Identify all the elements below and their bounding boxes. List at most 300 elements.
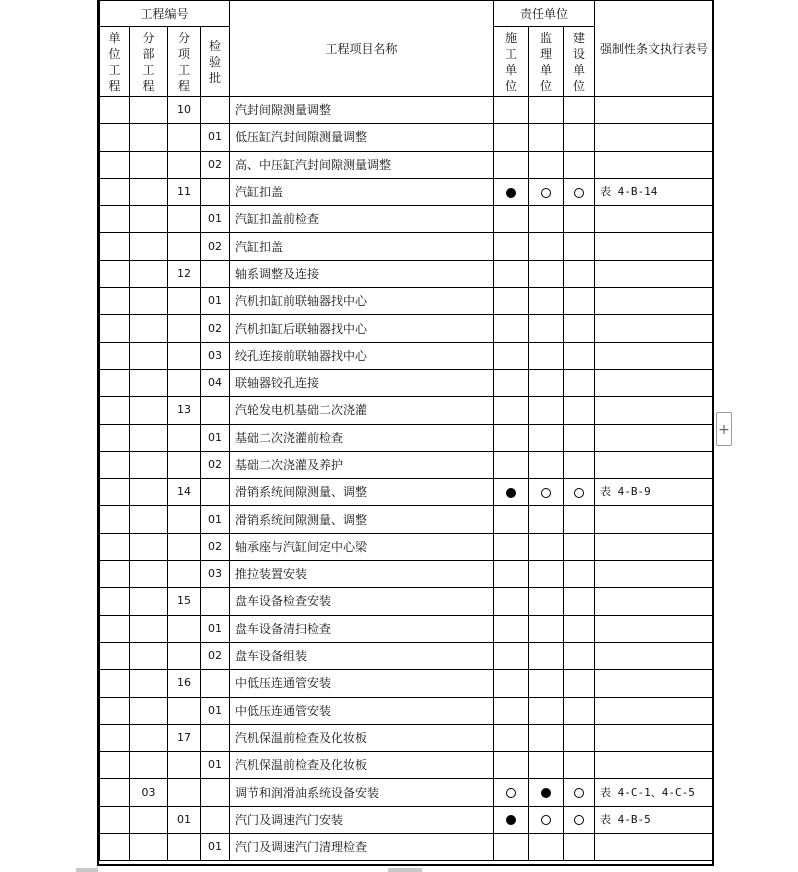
builder-mark-cell bbox=[564, 342, 595, 369]
project-name-cell: 汽机扣缸后联轴器找中心 bbox=[230, 315, 494, 342]
division-cell bbox=[130, 451, 168, 478]
construction-mark-cell bbox=[494, 642, 529, 669]
project-name-cell: 汽封间隙测量调整 bbox=[230, 97, 494, 124]
lot-cell bbox=[201, 724, 230, 751]
project-name-cell: 中低压连通管安装 bbox=[230, 670, 494, 697]
lot-cell: 01 bbox=[201, 124, 230, 151]
builder-mark-cell bbox=[564, 288, 595, 315]
mandatory-ref-cell bbox=[595, 315, 714, 342]
builder-mark-cell bbox=[564, 834, 595, 861]
supervision-mark-cell bbox=[529, 369, 564, 396]
supervision-mark-cell bbox=[529, 506, 564, 533]
table-row bbox=[100, 806, 715, 833]
division-cell bbox=[130, 506, 168, 533]
hollow-circle-icon bbox=[506, 788, 516, 798]
builder-mark-cell bbox=[564, 260, 595, 287]
mandatory-ref-cell: 表 4-C-1、4-C-5 bbox=[595, 779, 714, 806]
mandatory-ref-cell: 表 4-B-14 bbox=[595, 178, 714, 205]
mandatory-ref-cell bbox=[595, 288, 714, 315]
builder-mark-cell bbox=[564, 533, 595, 560]
table-row bbox=[100, 670, 715, 697]
mandatory-ref-cell bbox=[595, 724, 714, 751]
project-name-cell: 调节和润滑油系统设备安装 bbox=[230, 779, 494, 806]
division-cell bbox=[130, 124, 168, 151]
supervision-mark-cell bbox=[529, 561, 564, 588]
item-project-header: 分项工程 bbox=[168, 27, 201, 97]
construction-mark-cell bbox=[494, 206, 529, 233]
unit-cell bbox=[100, 752, 130, 779]
hollow-circle-icon bbox=[541, 488, 551, 498]
project-name-cell: 推拉装置安装 bbox=[230, 561, 494, 588]
lot-cell: 02 bbox=[201, 151, 230, 178]
construction-mark-cell bbox=[494, 506, 529, 533]
project-name-cell: 低压缸汽封间隙测量调整 bbox=[230, 124, 494, 151]
item-cell bbox=[168, 233, 201, 260]
lot-cell bbox=[201, 260, 230, 287]
table-row bbox=[100, 724, 715, 751]
item-cell: 01 bbox=[168, 806, 201, 833]
item-cell bbox=[168, 697, 201, 724]
unit-project-header: 单位工程 bbox=[100, 27, 130, 97]
unit-cell bbox=[100, 479, 130, 506]
builder-mark-cell bbox=[564, 588, 595, 615]
supervision-mark-cell bbox=[529, 151, 564, 178]
mandatory-ref-cell bbox=[595, 397, 714, 424]
lot-cell bbox=[201, 806, 230, 833]
supervision-mark-cell bbox=[529, 124, 564, 151]
builder-mark-cell bbox=[564, 424, 595, 451]
table-row bbox=[100, 533, 715, 560]
hollow-circle-icon bbox=[574, 488, 584, 498]
construction-mark-cell bbox=[494, 288, 529, 315]
item-cell bbox=[168, 424, 201, 451]
builder-mark-cell bbox=[564, 806, 595, 833]
division-cell bbox=[130, 151, 168, 178]
item-cell: 14 bbox=[168, 479, 201, 506]
builder-mark-cell bbox=[564, 369, 595, 396]
construction-mark-cell bbox=[494, 178, 529, 205]
table-row bbox=[100, 178, 715, 205]
construction-mark-cell bbox=[494, 561, 529, 588]
builder-mark-cell bbox=[564, 97, 595, 124]
supervision-mark-cell bbox=[529, 288, 564, 315]
item-cell bbox=[168, 615, 201, 642]
item-cell bbox=[168, 124, 201, 151]
lot-cell bbox=[201, 670, 230, 697]
division-cell bbox=[130, 288, 168, 315]
lot-cell: 01 bbox=[201, 697, 230, 724]
project-name-cell: 汽机保温前检查及化妆板 bbox=[230, 724, 494, 751]
unit-cell bbox=[100, 260, 130, 287]
division-cell bbox=[130, 315, 168, 342]
item-cell bbox=[168, 779, 201, 806]
builder-mark-cell bbox=[564, 724, 595, 751]
construction-mark-cell bbox=[494, 124, 529, 151]
project-name-cell: 高、中压缸汽封间隙测量调整 bbox=[230, 151, 494, 178]
project-name-cell: 盘车设备检查安装 bbox=[230, 588, 494, 615]
item-cell bbox=[168, 642, 201, 669]
supervision-mark-cell bbox=[529, 260, 564, 287]
division-cell: 03 bbox=[130, 779, 168, 806]
project-name-header: 工程项目名称 bbox=[230, 1, 494, 97]
item-cell bbox=[168, 342, 201, 369]
table-row bbox=[100, 233, 715, 260]
builder-mark-cell bbox=[564, 697, 595, 724]
table-row bbox=[100, 506, 715, 533]
builder-unit-header: 建设单位 bbox=[564, 27, 595, 97]
lot-cell bbox=[201, 397, 230, 424]
builder-mark-cell bbox=[564, 479, 595, 506]
unit-cell bbox=[100, 424, 130, 451]
unit-cell bbox=[100, 533, 130, 560]
mandatory-ref-cell bbox=[595, 670, 714, 697]
supervision-mark-cell bbox=[529, 342, 564, 369]
table-row bbox=[100, 315, 715, 342]
project-name-cell: 汽轮发电机基础二次浇灌 bbox=[230, 397, 494, 424]
project-name-cell: 基础二次浇灌及养护 bbox=[230, 451, 494, 478]
item-cell bbox=[168, 451, 201, 478]
project-name-cell: 汽机保温前检查及化妆板 bbox=[230, 752, 494, 779]
mandatory-ref-cell bbox=[595, 697, 714, 724]
document-page bbox=[97, 0, 714, 866]
division-cell bbox=[130, 233, 168, 260]
construction-mark-cell bbox=[494, 369, 529, 396]
table-row bbox=[100, 834, 715, 861]
supervision-mark-cell bbox=[529, 670, 564, 697]
mandatory-ref-cell bbox=[595, 233, 714, 260]
supervision-mark-cell bbox=[529, 642, 564, 669]
project-name-cell: 汽门及调速汽门清理检查 bbox=[230, 834, 494, 861]
supervision-mark-cell bbox=[529, 779, 564, 806]
item-cell bbox=[168, 369, 201, 396]
supervision-mark-cell bbox=[529, 697, 564, 724]
project-name-cell: 盘车设备清扫检查 bbox=[230, 615, 494, 642]
engineering-code-header: 工程编号 bbox=[100, 1, 230, 27]
unit-cell bbox=[100, 451, 130, 478]
division-cell bbox=[130, 533, 168, 560]
division-cell bbox=[130, 397, 168, 424]
item-cell bbox=[168, 561, 201, 588]
division-cell bbox=[130, 670, 168, 697]
supervision-mark-cell bbox=[529, 178, 564, 205]
mandatory-ref-cell bbox=[595, 588, 714, 615]
mandatory-ref-cell bbox=[595, 451, 714, 478]
unit-cell bbox=[100, 397, 130, 424]
project-name-cell: 汽缸扣盖前检查 bbox=[230, 206, 494, 233]
builder-mark-cell bbox=[564, 506, 595, 533]
mandatory-ref-cell: 表 4-B-5 bbox=[595, 806, 714, 833]
lot-cell: 01 bbox=[201, 752, 230, 779]
item-cell: 12 bbox=[168, 260, 201, 287]
division-cell bbox=[130, 424, 168, 451]
hollow-circle-icon bbox=[574, 188, 584, 198]
builder-mark-cell bbox=[564, 397, 595, 424]
unit-cell bbox=[100, 124, 130, 151]
supervision-mark-cell bbox=[529, 397, 564, 424]
table-row bbox=[100, 752, 715, 779]
supervision-mark-cell bbox=[529, 233, 564, 260]
builder-mark-cell bbox=[564, 233, 595, 260]
table-row bbox=[100, 561, 715, 588]
division-cell bbox=[130, 97, 168, 124]
division-cell bbox=[130, 342, 168, 369]
construction-mark-cell bbox=[494, 315, 529, 342]
mandatory-ref-cell bbox=[595, 97, 714, 124]
construction-mark-cell bbox=[494, 779, 529, 806]
lot-cell: 03 bbox=[201, 342, 230, 369]
unit-cell bbox=[100, 369, 130, 396]
builder-mark-cell bbox=[564, 752, 595, 779]
unit-cell bbox=[100, 288, 130, 315]
unit-cell bbox=[100, 315, 130, 342]
builder-mark-cell bbox=[564, 561, 595, 588]
division-cell bbox=[130, 260, 168, 287]
project-name-cell: 汽机扣缸前联轴器找中心 bbox=[230, 288, 494, 315]
division-cell bbox=[130, 588, 168, 615]
project-name-cell: 盘车设备组装 bbox=[230, 642, 494, 669]
division-cell bbox=[130, 561, 168, 588]
lot-cell: 01 bbox=[201, 424, 230, 451]
lot-cell: 01 bbox=[201, 615, 230, 642]
supervision-mark-cell bbox=[529, 315, 564, 342]
project-name-cell: 汽缸扣盖 bbox=[230, 233, 494, 260]
builder-mark-cell bbox=[564, 779, 595, 806]
mandatory-ref-cell bbox=[595, 533, 714, 560]
construction-mark-cell bbox=[494, 834, 529, 861]
division-cell bbox=[130, 178, 168, 205]
supervision-mark-cell bbox=[529, 834, 564, 861]
construction-mark-cell bbox=[494, 97, 529, 124]
table-row bbox=[100, 124, 715, 151]
mandatory-ref-cell bbox=[595, 342, 714, 369]
unit-cell bbox=[100, 342, 130, 369]
unit-cell bbox=[100, 806, 130, 833]
construction-mark-cell bbox=[494, 260, 529, 287]
construction-mark-cell bbox=[494, 697, 529, 724]
plus-icon[interactable]: + bbox=[716, 412, 732, 446]
division-cell bbox=[130, 752, 168, 779]
lot-cell bbox=[201, 479, 230, 506]
unit-cell bbox=[100, 506, 130, 533]
unit-cell bbox=[100, 178, 130, 205]
mandatory-ref-cell bbox=[595, 206, 714, 233]
table-row bbox=[100, 588, 715, 615]
lot-cell: 01 bbox=[201, 288, 230, 315]
mandatory-ref-cell bbox=[595, 151, 714, 178]
supervision-mark-cell bbox=[529, 806, 564, 833]
division-cell bbox=[130, 479, 168, 506]
table-row bbox=[100, 642, 715, 669]
mandatory-ref-cell: 表 4-B-9 bbox=[595, 479, 714, 506]
mandatory-ref-cell bbox=[595, 615, 714, 642]
table-row bbox=[100, 369, 715, 396]
supervision-mark-cell bbox=[529, 615, 564, 642]
supervision-mark-cell bbox=[529, 479, 564, 506]
project-name-cell: 轴系调整及连接 bbox=[230, 260, 494, 287]
lot-cell: 02 bbox=[201, 642, 230, 669]
mandatory-ref-cell bbox=[595, 834, 714, 861]
table-row bbox=[100, 288, 715, 315]
construction-mark-cell bbox=[494, 151, 529, 178]
project-name-cell: 滑销系统间隙测量、调整 bbox=[230, 479, 494, 506]
mandatory-ref-cell bbox=[595, 561, 714, 588]
project-name-cell: 基础二次浇灌前检查 bbox=[230, 424, 494, 451]
builder-mark-cell bbox=[564, 206, 595, 233]
mandatory-ref-cell bbox=[595, 369, 714, 396]
engineering-table bbox=[99, 0, 714, 861]
unit-cell bbox=[100, 97, 130, 124]
lot-cell: 03 bbox=[201, 561, 230, 588]
filled-circle-icon bbox=[506, 815, 516, 825]
unit-cell bbox=[100, 151, 130, 178]
lot-cell: 01 bbox=[201, 206, 230, 233]
table-row bbox=[100, 206, 715, 233]
project-name-cell: 滑销系统间隙测量、调整 bbox=[230, 506, 494, 533]
table-row bbox=[100, 342, 715, 369]
builder-mark-cell bbox=[564, 124, 595, 151]
division-cell bbox=[130, 369, 168, 396]
division-project-header: 分部工程 bbox=[130, 27, 168, 97]
mandatory-ref-cell bbox=[595, 260, 714, 287]
unit-cell bbox=[100, 724, 130, 751]
construction-mark-cell bbox=[494, 342, 529, 369]
mandatory-ref-cell bbox=[595, 506, 714, 533]
project-name-cell: 绞孔连接前联轴器找中心 bbox=[230, 342, 494, 369]
builder-mark-cell bbox=[564, 642, 595, 669]
mandatory-ref-cell bbox=[595, 424, 714, 451]
construction-mark-cell bbox=[494, 533, 529, 560]
lot-cell bbox=[201, 178, 230, 205]
project-name-cell: 中低压连通管安装 bbox=[230, 697, 494, 724]
construction-mark-cell bbox=[494, 588, 529, 615]
supervision-mark-cell bbox=[529, 588, 564, 615]
project-name-cell: 汽门及调速汽门安装 bbox=[230, 806, 494, 833]
item-cell bbox=[168, 206, 201, 233]
item-cell bbox=[168, 151, 201, 178]
table-row bbox=[100, 451, 715, 478]
hollow-circle-icon bbox=[541, 815, 551, 825]
builder-mark-cell bbox=[564, 178, 595, 205]
unit-cell bbox=[100, 834, 130, 861]
lot-cell: 02 bbox=[201, 533, 230, 560]
table-row bbox=[100, 97, 715, 124]
item-cell: 17 bbox=[168, 724, 201, 751]
supervision-mark-cell bbox=[529, 97, 564, 124]
lot-cell: 01 bbox=[201, 834, 230, 861]
table-row bbox=[100, 479, 715, 506]
construction-unit-header: 施工单位 bbox=[494, 27, 529, 97]
supervision-mark-cell bbox=[529, 752, 564, 779]
lot-cell bbox=[201, 779, 230, 806]
hollow-circle-icon bbox=[574, 788, 584, 798]
mandatory-ref-cell bbox=[595, 642, 714, 669]
project-name-cell: 汽缸扣盖 bbox=[230, 178, 494, 205]
construction-mark-cell bbox=[494, 479, 529, 506]
unit-cell bbox=[100, 697, 130, 724]
construction-mark-cell bbox=[494, 451, 529, 478]
table-row bbox=[100, 615, 715, 642]
construction-mark-cell bbox=[494, 233, 529, 260]
unit-cell bbox=[100, 615, 130, 642]
table-row bbox=[100, 697, 715, 724]
filled-circle-icon bbox=[506, 488, 516, 498]
mandatory-ref-header: 强制性条文执行表号 bbox=[595, 1, 714, 97]
unit-cell bbox=[100, 206, 130, 233]
item-cell: 13 bbox=[168, 397, 201, 424]
project-name-cell: 联轴器铰孔连接 bbox=[230, 369, 494, 396]
lot-cell: 02 bbox=[201, 315, 230, 342]
item-cell: 15 bbox=[168, 588, 201, 615]
builder-mark-cell bbox=[564, 670, 595, 697]
construction-mark-cell bbox=[494, 424, 529, 451]
division-cell bbox=[130, 697, 168, 724]
table-body bbox=[100, 97, 715, 861]
unit-cell bbox=[100, 561, 130, 588]
builder-mark-cell bbox=[564, 615, 595, 642]
division-cell bbox=[130, 642, 168, 669]
division-cell bbox=[130, 834, 168, 861]
lot-cell: 02 bbox=[201, 233, 230, 260]
item-cell bbox=[168, 752, 201, 779]
lot-cell: 02 bbox=[201, 451, 230, 478]
division-cell bbox=[130, 615, 168, 642]
mandatory-ref-cell bbox=[595, 752, 714, 779]
unit-cell bbox=[100, 642, 130, 669]
hollow-circle-icon bbox=[541, 188, 551, 198]
inspection-lot-header: 检验批 bbox=[201, 27, 230, 97]
construction-mark-cell bbox=[494, 724, 529, 751]
item-cell bbox=[168, 315, 201, 342]
table-row bbox=[100, 151, 715, 178]
supervision-mark-cell bbox=[529, 424, 564, 451]
hollow-circle-icon bbox=[574, 815, 584, 825]
item-cell bbox=[168, 533, 201, 560]
table-row bbox=[100, 424, 715, 451]
item-cell: 10 bbox=[168, 97, 201, 124]
mandatory-ref-cell bbox=[595, 124, 714, 151]
division-cell bbox=[130, 206, 168, 233]
construction-mark-cell bbox=[494, 806, 529, 833]
lot-cell bbox=[201, 97, 230, 124]
item-cell bbox=[168, 834, 201, 861]
unit-cell bbox=[100, 233, 130, 260]
scrollbar-stub-left bbox=[76, 868, 98, 872]
table-row bbox=[100, 779, 715, 806]
item-cell bbox=[168, 288, 201, 315]
responsible-unit-header: 责任单位 bbox=[494, 1, 595, 27]
supervision-mark-cell bbox=[529, 451, 564, 478]
lot-cell: 01 bbox=[201, 506, 230, 533]
supervision-mark-cell bbox=[529, 206, 564, 233]
construction-mark-cell bbox=[494, 615, 529, 642]
lot-cell: 04 bbox=[201, 369, 230, 396]
construction-mark-cell bbox=[494, 752, 529, 779]
supervision-unit-header: 监理单位 bbox=[529, 27, 564, 97]
division-cell bbox=[130, 724, 168, 751]
unit-cell bbox=[100, 779, 130, 806]
project-name-cell: 轴承座与汽缸间定中心梁 bbox=[230, 533, 494, 560]
construction-mark-cell bbox=[494, 397, 529, 424]
item-cell: 11 bbox=[168, 178, 201, 205]
scrollbar-stub-center bbox=[388, 868, 422, 872]
filled-circle-icon bbox=[541, 788, 551, 798]
unit-cell bbox=[100, 588, 130, 615]
construction-mark-cell bbox=[494, 670, 529, 697]
supervision-mark-cell bbox=[529, 724, 564, 751]
item-cell bbox=[168, 506, 201, 533]
table-row bbox=[100, 260, 715, 287]
item-cell: 16 bbox=[168, 670, 201, 697]
